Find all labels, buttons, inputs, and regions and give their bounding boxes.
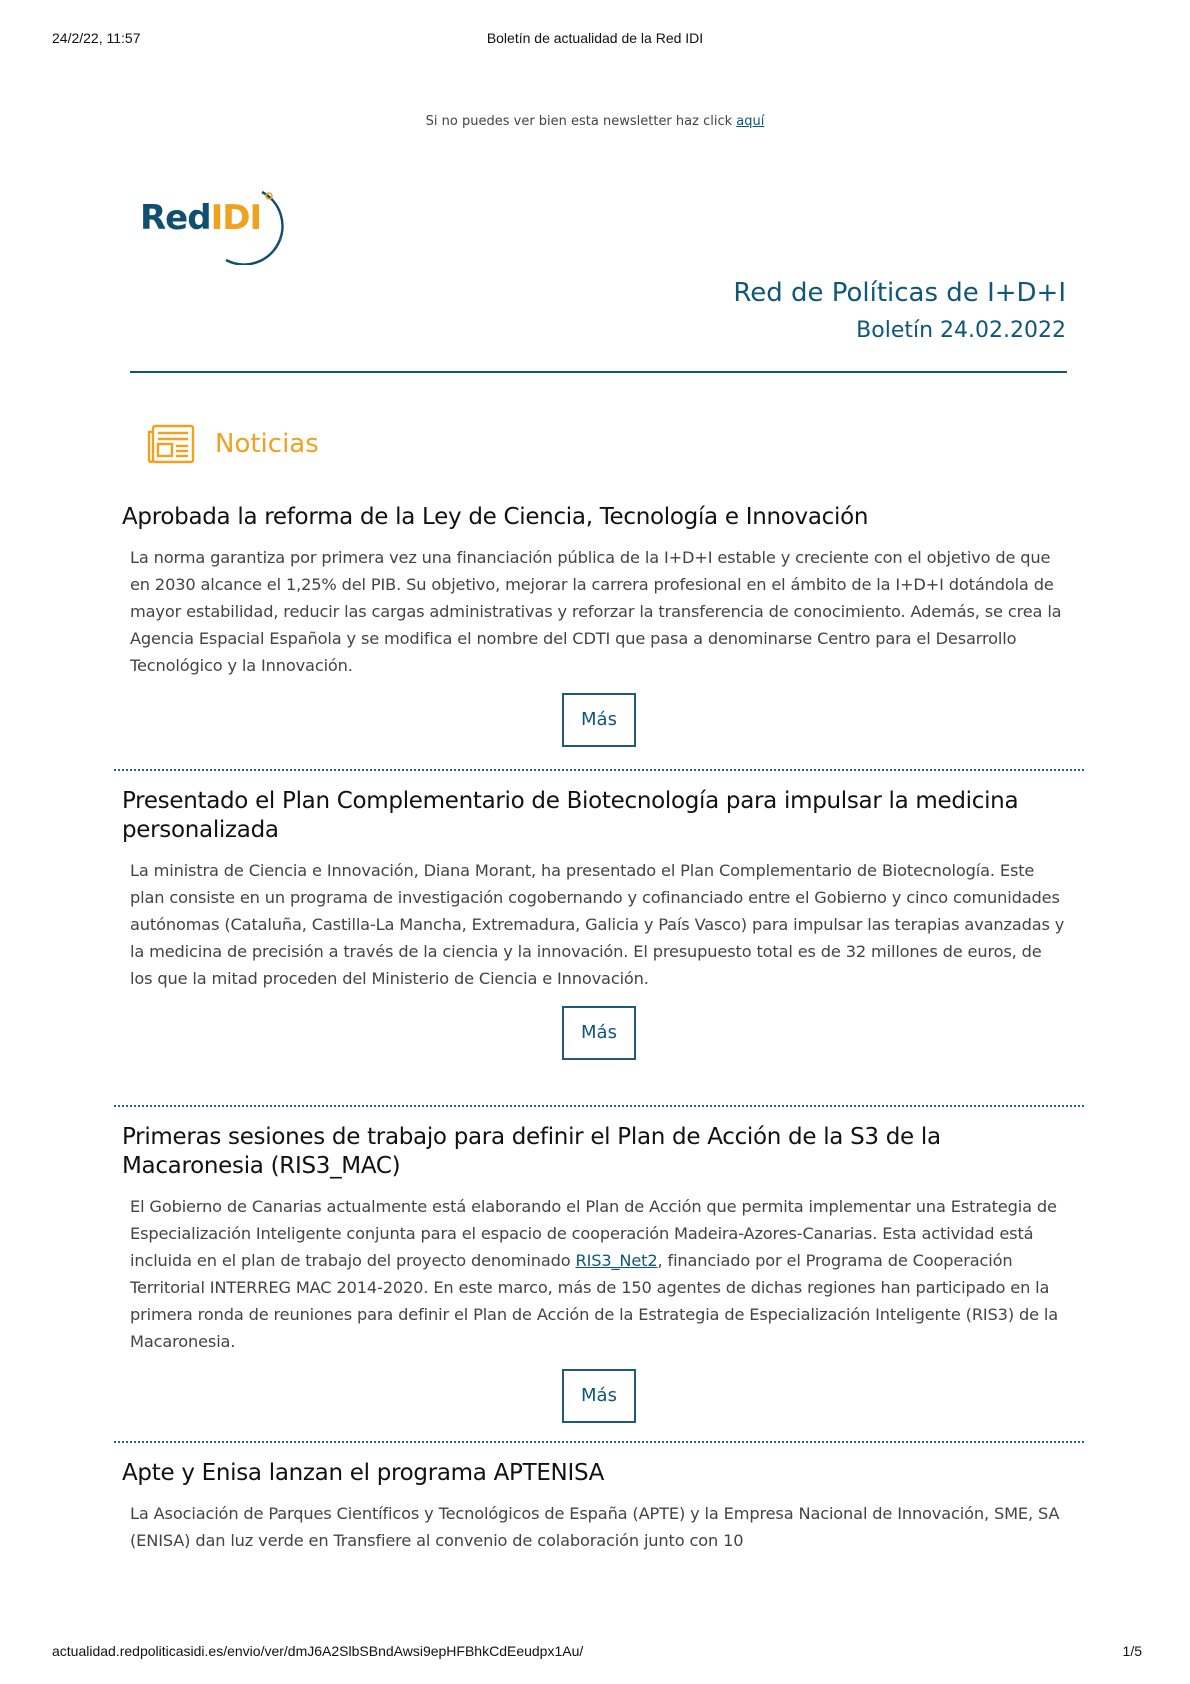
article-3 [114, 1123, 1084, 1423]
ris3-net2-link[interactable]: RIS3_Net2 [575, 1251, 658, 1270]
newspaper-icon [147, 424, 195, 464]
brand-title: Red de Políticas de I+D+I [733, 278, 1066, 308]
article-separator [114, 1441, 1084, 1443]
bulletin-date: Boletín 24.02.2022 [856, 318, 1066, 343]
article-separator [114, 1105, 1084, 1107]
view-online-notice [0, 114, 1190, 129]
view-online-text: Si no puedes ver bien esta newsletter haz click [425, 114, 737, 129]
more-button[interactable]: Más [562, 693, 636, 747]
page-number: 1/5 [1122, 1643, 1142, 1659]
logo-text [140, 198, 261, 238]
article-body: La Asociación de Parques Científicos y Tecnológicos de España (APTE) y la Empresa Nacional de Innovación, SME, SA (ENISA) dan luz verde en Transfiere al convenio de colaboración junto con 10 [130, 1504, 1060, 1550]
article-4 [114, 1459, 1084, 1554]
header-divider [130, 371, 1067, 373]
article-body-text: , financiado por el Programa de Cooperación Territorial INTERREG MAC 2014-2020. En este marco, más de 150 agentes de dichas regiones han participado en la primera ronda de reuniones para definir el Plan de Acción de la Estrategia de Especialización Inteligente (RIS3) de la Macaronesia. [130, 1251, 1059, 1351]
redidi-logo[interactable] [138, 180, 298, 265]
article-body-text: El Gobierno de Canarias actualmente está elaborando el Plan de Acción que permita implementar una Estrategia de Especialización Inteligente conjunta para el espacio de cooperación Madeira-Azores-Canarias. Esta actividad está incluida en el plan de trabajo del proyecto denominado [130, 1197, 1057, 1270]
print-datetime: 24/2/22, 11:57 [52, 30, 141, 46]
print-page-title: Boletín de actualidad de la Red IDI [486, 30, 704, 46]
article-body [114, 1193, 1084, 1355]
article-2 [114, 787, 1084, 1060]
more-button[interactable]: Más [562, 1369, 636, 1423]
print-header [0, 30, 1190, 50]
section-header-noticias [147, 422, 319, 466]
article-1 [114, 503, 1084, 747]
logo-text-red: Red [140, 198, 211, 238]
logo-text-idi: IDI [210, 198, 262, 238]
section-title: Noticias [215, 429, 319, 459]
article-body: La norma garantiza por primera vez una financiación pública de la I+D+I estable y creciente con el objetivo de que en 2030 alcance el 1,25% del PIB. Su objetivo, mejorar la carrera profesional en el ámbito de la I+D+I dotándola de mayor estabilidad, reducir las cargas administrativas y reforzar la transferencia de conocimiento. Además, se crea la Agencia Espacial Española y se modifica el nombre del CDTI que pasa a denominarse Centro para el Desarrollo Tecnológico y la Innovación. [130, 548, 1062, 675]
print-url: actualidad.redpoliticasidi.es/envio/ver/dmJ6A2SlbSBndAwsi9epHFBhkCdEeudpx1Au/ [52, 1643, 584, 1659]
article-body: La ministra de Ciencia e Innovación, Diana Morant, ha presentado el Plan Complementario de Biotecnología. Este plan consiste en un programa de investigación cogobernando y cofinanciado entre el Gobierno y cinco comunidades autónomas (Cataluña, Castilla-La Mancha, Extremadura, Galicia y País Vasco) para impulsar las terapias avanzadas y la medicina de precisión a través de la ciencia y la innovación. El presupuesto total es de 32 millones de euros, de los que la mitad proceden del Ministerio de Ciencia e Innovación. [130, 861, 1065, 988]
view-online-link[interactable]: aquí [736, 114, 765, 129]
article-title: Apte y Enisa lanzan el programa APTENISA [122, 1460, 605, 1486]
article-title: Primeras sesiones de trabajo para definir el Plan de Acción de la S3 de la Macaronesia (RIS3_MAC) [122, 1124, 941, 1179]
article-title: Presentado el Plan Complementario de Biotecnología para impulsar la medicina personalizada [122, 788, 1019, 843]
more-button[interactable]: Más [562, 1006, 636, 1060]
article-separator [114, 769, 1084, 771]
article-title: Aprobada la reforma de la Ley de Ciencia, Tecnología e Innovación [122, 504, 869, 530]
